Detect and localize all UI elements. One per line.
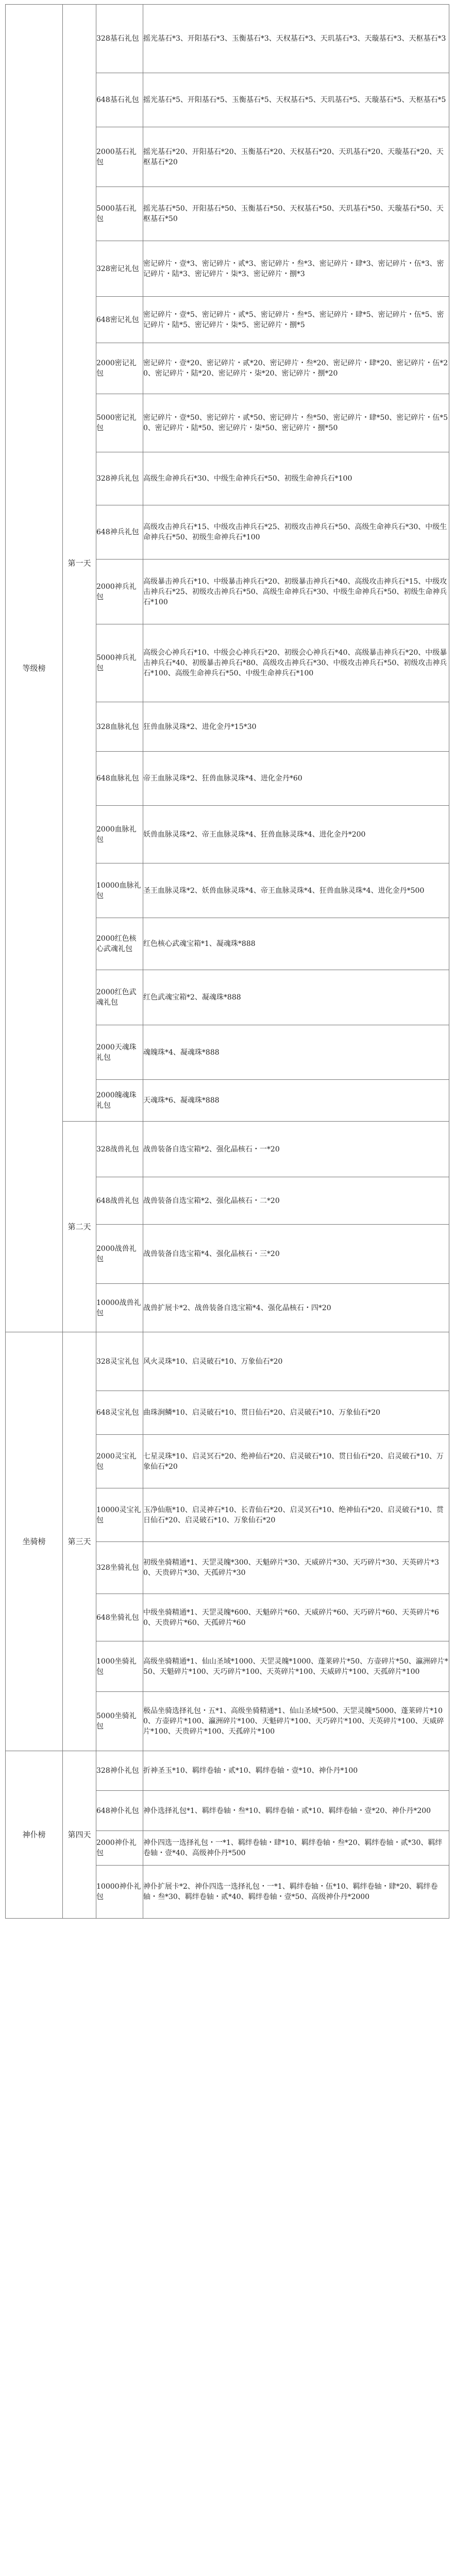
day-label: 第二天	[63, 1122, 96, 1332]
pack-contents: 密记碎片・壹*50、密记碎片・贰*50、密记碎片・叁*50、密记碎片・肆*50、密记碎片・伍*50、密记碎片・陆*50、密记碎片・柒*50、密记碎片・捌*50	[143, 394, 449, 452]
pack-name: 2000红色核心武魂礼包	[96, 918, 143, 970]
pack-name: 10000神仆礼包	[96, 1866, 143, 1919]
pack-name: 10000血脉礼包	[96, 863, 143, 918]
pack-name: 2000天魂珠礼包	[96, 1025, 143, 1080]
pack-name: 328血脉礼包	[96, 702, 143, 752]
ranking-category: 坐骑榜	[6, 1332, 63, 1751]
pack-contents: 密记碎片・壹*20、密记碎片・贰*20、密记碎片・叁*20、密记碎片・肆*20、密记碎片・伍*20、密记碎片・陆*20、密记碎片・柒*20、密记碎片・捌*20	[143, 343, 449, 394]
reward-table-body	[6, 5, 449, 1919]
pack-name: 5000坐骑礼包	[96, 1692, 143, 1751]
pack-contents: 战兽装备自选宝箱*2、强化晶核石・二*20	[143, 1177, 449, 1225]
pack-name: 2000红色武魂礼包	[96, 970, 143, 1025]
pack-name: 328战兽礼包	[96, 1122, 143, 1177]
pack-name: 2000战兽礼包	[96, 1225, 143, 1284]
pack-name: 2000魄魂珠礼包	[96, 1080, 143, 1122]
pack-contents: 七星灵珠*10、启灵冥石*20、绝神仙石*20、启灵破石*10、贯日仙石*20、启灵破石*10、万象仙石*20	[143, 1435, 449, 1488]
pack-contents: 红色武魂宝箱*2、凝魂珠*888	[143, 970, 449, 1025]
day-label: 第一天	[63, 5, 96, 1122]
pack-contents: 摇光基石*50、开阳基石*50、玉衡基石*50、天权基石*50、天玑基石*50、天璇基石*50、天枢基石*50	[143, 187, 449, 241]
pack-name: 10000灵宝礼包	[96, 1488, 143, 1542]
pack-name: 648密记礼包	[96, 297, 143, 343]
pack-contents: 摇光基石*20、开阳基石*20、玉衡基石*20、天权基石*20、天玑基石*20、天璇基石*20、天枢基石*20	[143, 127, 449, 187]
pack-contents: 初级坐骑精通*1、天罡灵魄*300、天魁碎片*30、天威碎片*30、天巧碎片*30、天英碎片*30、天贵碎片*30、天孤碎片*30	[143, 1542, 449, 1594]
pack-name: 648坐骑礼包	[96, 1594, 143, 1641]
reward-row	[6, 1122, 449, 1177]
pack-name: 2000血脉礼包	[96, 806, 143, 863]
pack-name: 648神仆礼包	[96, 1791, 143, 1831]
reward-row	[6, 5, 449, 73]
pack-contents: 高级会心神兵石*10、中级会心神兵石*20、初级会心神兵石*40、高级暴击神兵石*20、中级暴击神兵石*40、初级暴击神兵石*80、高级攻击神兵石*30、中级攻击神兵石*50、初级攻击神兵石*100、高级生命神兵石*50、中级生命神兵石*100	[143, 624, 449, 702]
pack-contents: 玉净仙瓶*10、启灵神石*10、长青仙石*20、启灵冥石*10、绝神仙石*20、启灵破石*10、贯日仙石*20、启灵破石*10、万象仙石*20	[143, 1488, 449, 1542]
pack-name: 2000神仆礼包	[96, 1831, 143, 1866]
pack-contents: 圣王血脉灵珠*2、妖兽血脉灵珠*4、帝王血脉灵珠*4、狂兽血脉灵珠*4、进化金丹*500	[143, 863, 449, 918]
pack-name: 328坐骑礼包	[96, 1542, 143, 1594]
reward-row	[6, 1332, 449, 1391]
pack-name: 2000灵宝礼包	[96, 1435, 143, 1488]
pack-contents: 曲珠涧鳞*10、启灵破石*10、贯日仙石*20、启灵破石*10、万象仙石*20	[143, 1391, 449, 1435]
pack-contents: 魂魄珠*4、凝魂珠*888	[143, 1025, 449, 1080]
pack-contents: 狂兽血脉灵珠*2、进化金丹*15*30	[143, 702, 449, 752]
pack-name: 648灵宝礼包	[96, 1391, 143, 1435]
reward-table	[5, 4, 449, 1919]
pack-contents: 帝王血脉灵珠*2、狂兽血脉灵珠*4、进化金丹*60	[143, 752, 449, 806]
pack-contents: 战兽装备自选宝箱*2、强化晶核石・一*20	[143, 1122, 449, 1177]
pack-name: 2000密记礼包	[96, 343, 143, 394]
pack-name: 10000战兽礼包	[96, 1284, 143, 1332]
day-label: 第三天	[63, 1332, 96, 1751]
pack-name: 5000密记礼包	[96, 394, 143, 452]
pack-name: 5000基石礼包	[96, 187, 143, 241]
pack-contents: 高级攻击神兵石*15、中级攻击神兵石*25、初级攻击神兵石*50、高级生命神兵石*30、中级生命神兵石*50、初级生命神兵石*100	[143, 505, 449, 560]
pack-contents: 红色核心武魂宝箱*1、凝魂珠*888	[143, 918, 449, 970]
pack-name: 5000神兵礼包	[96, 624, 143, 702]
pack-contents: 摇光基石*5、开阳基石*5、玉衡基石*5、天权基石*5、天玑基石*5、天璇基石*5、天枢基石*5	[143, 73, 449, 127]
pack-contents: 高级暴击神兵石*10、中级暴击神兵石*20、初级暴击神兵石*40、高级攻击神兵石*15、中级攻击神兵石*25、初级攻击神兵石*50、高级生命神兵石*30、中级生命神兵石*50、初级生命神兵石*100	[143, 560, 449, 624]
pack-contents: 妖兽血脉灵珠*2、帝王血脉灵珠*4、狂兽血脉灵珠*4、进化金丹*200	[143, 806, 449, 863]
pack-contents: 高级生命神兵石*30、中级生命神兵石*50、初级生命神兵石*100	[143, 452, 449, 505]
pack-contents: 天魂珠*6、凝魂珠*888	[143, 1080, 449, 1122]
pack-contents: 高级坐骑精通*1、仙山圣域*1000、天罡灵魄*1000、蓬莱碎片*50、方壶碎片*50、瀛洲碎片*50、天魁碎片*100、天巧碎片*100、天英碎片*100、天威碎片*100、天孤碎片*100	[143, 1641, 449, 1692]
pack-contents: 风火灵珠*10、启灵破石*10、万象仙石*20	[143, 1332, 449, 1391]
pack-name: 328密记礼包	[96, 241, 143, 297]
pack-name: 328神仆礼包	[96, 1751, 143, 1791]
ranking-category: 等级榜	[6, 5, 63, 1332]
pack-name: 648神兵礼包	[96, 505, 143, 560]
reward-row	[6, 1751, 449, 1791]
pack-contents: 密记碎片・壹*3、密记碎片・贰*3、密记碎片・叁*3、密记碎片・肆*3、密记碎片・伍*3、密记碎片・陆*3、密记碎片・柒*3、密记碎片・捌*3	[143, 241, 449, 297]
pack-contents: 摇光基石*3、开阳基石*3、玉衡基石*3、天权基石*3、天玑基石*3、天璇基石*3、天枢基石*3	[143, 5, 449, 73]
pack-contents: 神仆扩展卡*2、神仆四选一选择礼包・一*1、羁绊卷轴・伍*10、羁绊卷轴・肆*20、羁绊卷轴・叁*30、羁绊卷轴・贰*40、羁绊卷轴・壹*50、高级神仆丹*2000	[143, 1866, 449, 1919]
pack-contents: 中级坐骑精通*1、天罡灵魄*600、天魁碎片*60、天威碎片*60、天巧碎片*60、天英碎片*60、天贵碎片*60、天孤碎片*60	[143, 1594, 449, 1641]
pack-name: 328基石礼包	[96, 5, 143, 73]
pack-contents: 战兽扩展卡*2、战兽装备自选宝箱*4、强化晶核石・四*20	[143, 1284, 449, 1332]
pack-name: 1000坐骑礼包	[96, 1641, 143, 1692]
pack-name: 328神兵礼包	[96, 452, 143, 505]
day-label: 第四天	[63, 1751, 96, 1919]
pack-contents: 神仆选择礼包*1、羁绊卷轴・叁*10、羁绊卷轴・贰*10、羁绊卷轴・壹*20、神仆丹*200	[143, 1791, 449, 1831]
ranking-category: 神仆榜	[6, 1751, 63, 1919]
pack-name: 328灵宝礼包	[96, 1332, 143, 1391]
pack-name: 648战兽礼包	[96, 1177, 143, 1225]
pack-contents: 神仆四选一选择礼包・一*1、羁绊卷轴・肆*10、羁绊卷轴・叁*20、羁绊卷轴・贰*30、羁绊卷轴・壹*40、高级神仆丹*500	[143, 1831, 449, 1866]
pack-contents: 密记碎片・壹*5、密记碎片・贰*5、密记碎片・叁*5、密记碎片・肆*5、密记碎片・伍*5、密记碎片・陆*5、密记碎片・柒*5、密记碎片・捌*5	[143, 297, 449, 343]
pack-contents: 折神圣玉*10、羁绊卷轴・贰*10、羁绊卷轴・壹*10、神仆丹*100	[143, 1751, 449, 1791]
pack-contents: 战兽装备自选宝箱*4、强化晶核石・三*20	[143, 1225, 449, 1284]
pack-name: 2000神兵礼包	[96, 560, 143, 624]
pack-name: 2000基石礼包	[96, 127, 143, 187]
pack-name: 648基石礼包	[96, 73, 143, 127]
pack-contents: 极品坐骑选择礼包・五*1、高级坐骑精通*1、仙山圣域*500、天罡灵魄*5000、蓬莱碎片*100、方壶碎片*100、瀛洲碎片*100、天魁碎片*100、天巧碎片*100、天英碎片*100、天威碎片*100、天贵碎片*100、天孤碎片*100	[143, 1692, 449, 1751]
pack-name: 648血脉礼包	[96, 752, 143, 806]
